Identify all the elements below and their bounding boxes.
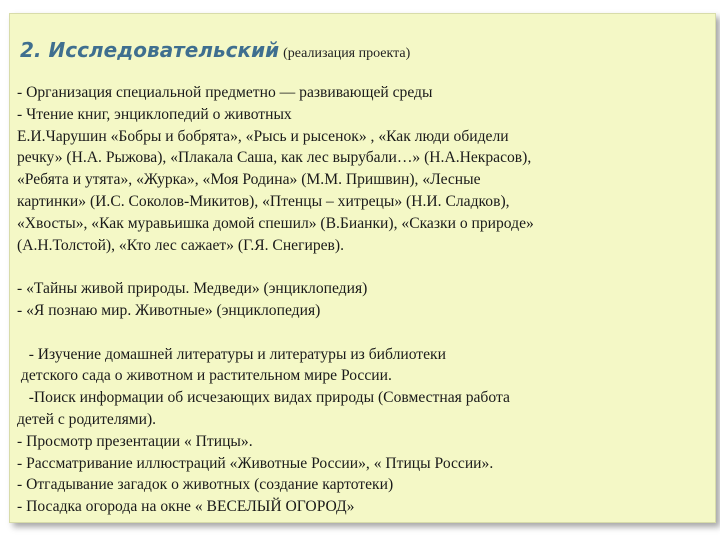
text-line: - «Я познаю мир. Животные» (энциклопедия) bbox=[17, 301, 321, 319]
heading-title: 2. Исследовательский bbox=[20, 38, 280, 62]
text-line: - Чтение книг, энциклопедий о животных bbox=[17, 105, 292, 123]
text-line: (А.Н.Толстой), «Кто лес сажает» (Г.Я. Снегирев). bbox=[17, 236, 345, 254]
heading-subtitle: (реализация проекта) bbox=[283, 46, 411, 61]
content-text bbox=[17, 82, 709, 518]
text-line: - Организация специальной предметно — развивающей среды bbox=[17, 84, 433, 101]
blank-line bbox=[17, 322, 709, 344]
text-line: - Отгадывание загадок о животных (создание картотеки) bbox=[17, 476, 394, 494]
text-line: -Поиск информации об исчезающих видах природы (Совместная работа bbox=[17, 389, 510, 407]
text-line: - «Тайны живой природы. Медведи» (энциклопедия) bbox=[17, 280, 368, 298]
text-line: детей с родителями). bbox=[17, 410, 157, 428]
text-line: Е.И.Чарушин «Бобры и бобрята», «Рысь и рысенок» , «Как люди обидели bbox=[17, 127, 509, 145]
section-heading bbox=[20, 38, 410, 62]
text-line: - Изучение домашней литературы и литературы из библиотеки bbox=[17, 345, 446, 363]
text-line: «Ребята и утята», «Журка», «Моя Родина» (М.М. Пришвин), «Лесные bbox=[17, 171, 481, 189]
text-line: картинки» (И.С. Соколов-Микитов), «Птенцы – хитрецы» (Н.И. Сладков), bbox=[17, 192, 510, 210]
text-line: - Просмотр презентации « Птицы». bbox=[17, 432, 253, 450]
text-line: речку» (Н.А. Рыжова), «Плакала Саша, как лес вырубали…» (Н.А.Некрасов), bbox=[17, 149, 532, 167]
text-line: детского сада о животном и растительном мире России. bbox=[17, 367, 392, 385]
text-line: - Рассматривание иллюстраций «Животные России», « Птицы России». bbox=[17, 454, 494, 472]
text-line: «Хвосты», «Как муравьишка домой спешил» (В.Бианки), «Сказки о природе» bbox=[17, 214, 534, 232]
blank-line bbox=[17, 256, 709, 278]
text-line: - Посадка огорода на окне « ВЕСЕЛЫЙ ОГОРОД» bbox=[17, 498, 355, 516]
